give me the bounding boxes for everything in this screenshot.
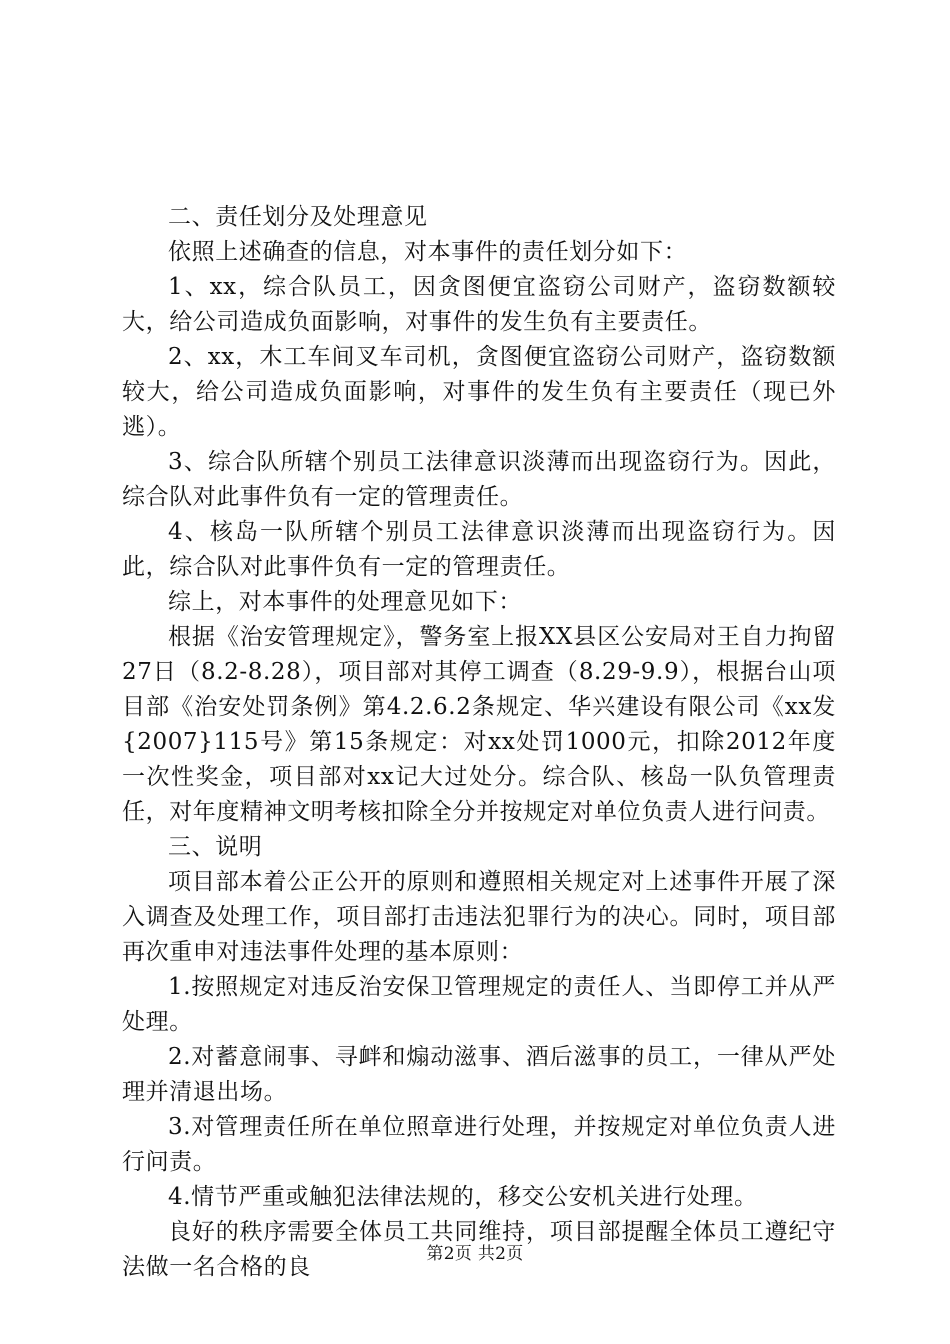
body-paragraph: 依照上述确查的信息，对本事件的责任划分如下： xyxy=(168,239,688,265)
body-paragraph: 综上，对本事件的处理意见如下： xyxy=(168,589,522,615)
list-item-responsibility-1: 1、xx，综合队员工，因贪图便宜盗窃公司财产，盗窃数额较大，给公司造成负面影响，对事件的发生负有主要责任。 xyxy=(122,274,836,335)
list-item-responsibility-2: 2、xx，木工车间叉车司机，贪图便宜盗窃公司财产，盗窃数额较大，给公司造成负面影响，对事件的发生负有主要责任（现已外逃）。 xyxy=(122,344,836,440)
list-item-principle-3: 3.对管理责任所在单位照章进行处理，并按规定对单位负责人进行问责。 xyxy=(122,1114,836,1175)
document-body xyxy=(122,200,836,1285)
list-item-principle-2: 2.对蓄意闹事、寻衅和煽动滋事、酒后滋事的员工，一律从严处理并清退出场。 xyxy=(122,1044,836,1105)
body-paragraph-penalty: 根据《治安管理规定》，警务室上报XX县区公安局对王自力拘留27日（8.2-8.28），项目部对其停工调查（8.29-9.9），根据台山项目部《治安处罚条例》第4.2.6.2条规定、华兴建设有限公司《xx发{2007}115号》第15条规定：对xx处罚1000元，扣除2012年度一次性奖金，项目部对xx记大过处分。综合队、核岛一队负管理责任，对年度精神文明考核扣除全分并按规定对单位负责人进行问责。 xyxy=(122,624,836,825)
page-footer xyxy=(0,1242,950,1266)
page-number-label: 第2页 共2页 xyxy=(426,1244,524,1264)
section-heading-explanation: 三、说明 xyxy=(168,834,263,860)
list-item-responsibility-3: 3、综合队所辖个别员工法律意识淡薄而出现盗窃行为。因此，综合队对此事件负有一定的管理责任。 xyxy=(122,449,836,510)
section-heading-responsibility: 二、责任划分及处理意见 xyxy=(168,204,428,230)
body-paragraph-closing: 良好的秩序需要全体员工共同维持，项目部提醒全体员工遵纪守法做一名合格的良 xyxy=(122,1219,836,1280)
list-item-principle-4: 4.情节严重或触犯法律法规的，移交公安机关进行处理。 xyxy=(168,1184,758,1210)
list-item-principle-1: 1.按照规定对违反治安保卫管理规定的责任人、当即停工并从严处理。 xyxy=(122,974,836,1035)
list-item-responsibility-4: 4、核岛一队所辖个别员工法律意识淡薄而出现盗窃行为。因此，综合队对此事件负有一定的管理责任。 xyxy=(122,519,836,580)
body-paragraph: 项目部本着公正公开的原则和遵照相关规定对上述事件开展了深入调查及处理工作，项目部打击违法犯罪行为的决心。同时，项目部再次重申对违法事件处理的基本原则： xyxy=(122,869,836,965)
